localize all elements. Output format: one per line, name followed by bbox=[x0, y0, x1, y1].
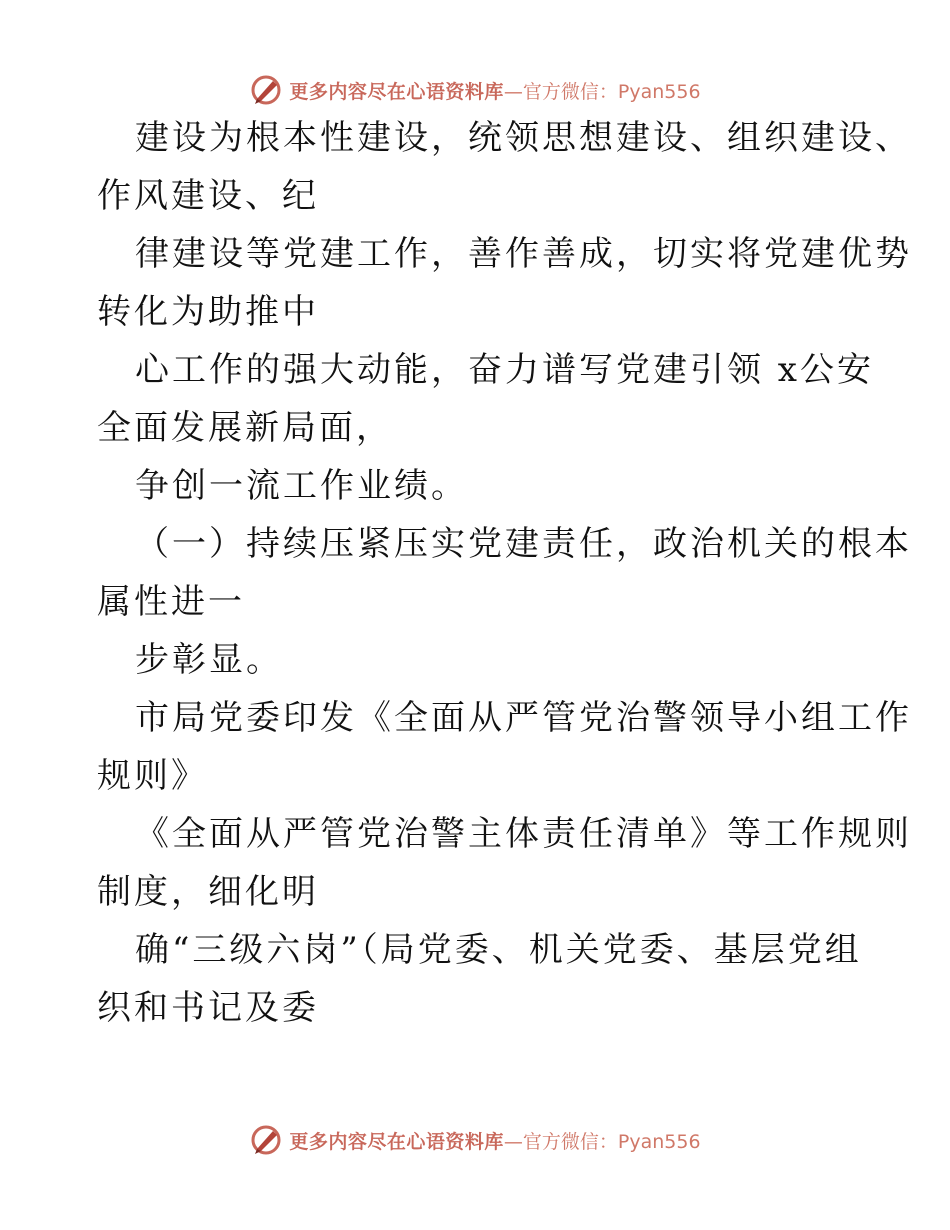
banner-main-text: 更多内容尽在心语资料库 bbox=[289, 1130, 504, 1153]
paragraph-line: 《全面从严管党治警主体责任清单》等工作规则 bbox=[135, 814, 912, 854]
paragraph-line: 建设为根本性建设，统领思想建设、组织建设、 bbox=[135, 118, 912, 158]
pen-logo-icon bbox=[249, 73, 283, 107]
pen-logo-icon bbox=[249, 1123, 283, 1157]
section-heading-line: 步彰显。 bbox=[135, 640, 283, 680]
paragraph-line: 心工作的强大动能，奋力谱写党建引领 x公安 bbox=[135, 350, 874, 390]
document-body bbox=[97, 118, 912, 1046]
paragraph-line: 市局党委印发《全面从严管党治警领导小组工作 bbox=[135, 698, 912, 738]
section-heading-line: （一）持续压紧压实党建责任，政治机关的根本 bbox=[135, 524, 912, 564]
paragraph-line: 争创一流工作业绩。 bbox=[135, 466, 468, 506]
banner-sub-text: —官方微信：Pyan556 bbox=[503, 80, 701, 103]
paragraph-line: 转化为助推中 bbox=[97, 292, 319, 332]
paragraph-line: 律建设等党建工作，善作善成，切实将党建优势 bbox=[135, 234, 912, 274]
header-watermark-banner bbox=[0, 70, 950, 110]
banner-main-text: 更多内容尽在心语资料库 bbox=[289, 80, 504, 103]
footer-watermark-banner bbox=[0, 1120, 950, 1160]
paragraph-line: 织和书记及委 bbox=[97, 988, 319, 1028]
paragraph-line: 作风建设、纪 bbox=[97, 176, 319, 216]
banner-sub-text: —官方微信：Pyan556 bbox=[503, 1130, 701, 1153]
paragraph-line: 制度，细化明 bbox=[97, 872, 319, 912]
paragraph-line: 全面发展新局面， bbox=[97, 408, 393, 448]
paragraph-line: 规则》 bbox=[97, 756, 208, 796]
section-heading-line: 属性进一 bbox=[97, 582, 245, 622]
paragraph-line: 确“三级六岗”（局党委、机关党委、基层党组 bbox=[135, 930, 862, 970]
